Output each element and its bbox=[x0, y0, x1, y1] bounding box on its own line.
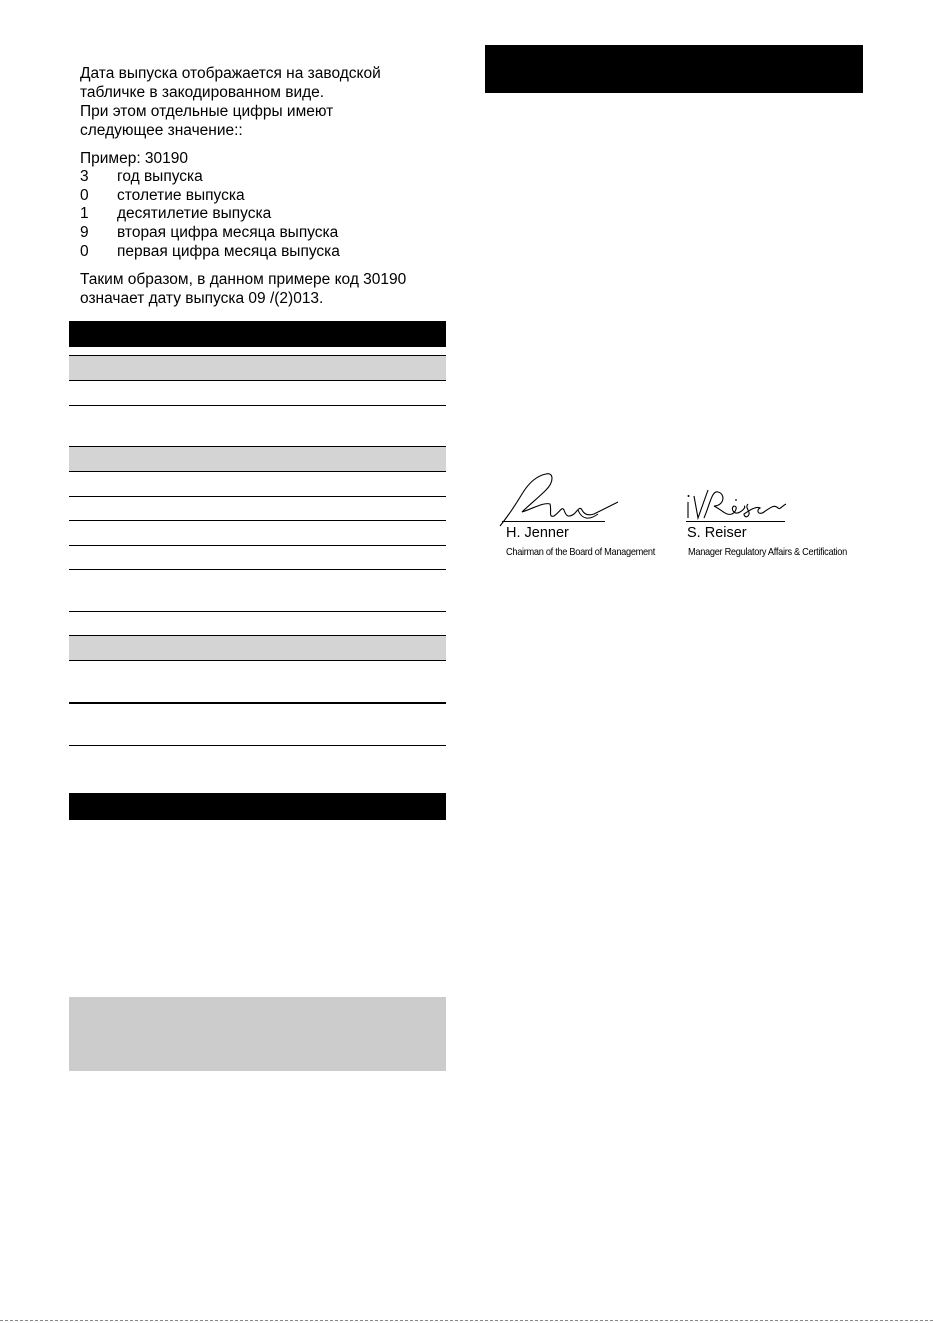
code-meaning: столетие выпуска bbox=[117, 187, 245, 204]
signature-graphic bbox=[682, 484, 792, 524]
signatory-title: Manager Regulatory Affairs & Certification bbox=[688, 546, 847, 558]
table-group-row bbox=[69, 636, 446, 660]
table-rule bbox=[69, 660, 446, 661]
table-group-row bbox=[69, 356, 446, 380]
note-box bbox=[69, 997, 446, 1071]
code-digit: 9 bbox=[80, 224, 89, 241]
signature-reiser bbox=[682, 484, 792, 524]
table-rule bbox=[69, 569, 446, 570]
code-digit: 3 bbox=[80, 168, 89, 185]
conclusion-paragraph bbox=[80, 270, 406, 308]
right-header-bar bbox=[485, 45, 863, 93]
table-rule bbox=[69, 520, 446, 521]
table-rule bbox=[69, 405, 446, 406]
table-rule bbox=[69, 496, 446, 497]
section-header-bar bbox=[69, 793, 446, 820]
table-rule bbox=[69, 545, 446, 546]
signature-graphic bbox=[494, 468, 624, 528]
table-rule bbox=[69, 745, 446, 746]
page-bottom-edge bbox=[0, 1320, 933, 1321]
conclusion-line: означает дату выпуска 09 /(2)013. bbox=[80, 290, 324, 307]
signatory-name: H. Jenner bbox=[506, 525, 569, 541]
intro-line: следующее значение:: bbox=[80, 122, 243, 139]
table-rule bbox=[69, 702, 446, 704]
table-header-bar bbox=[69, 321, 446, 347]
table-rule bbox=[69, 471, 446, 472]
table-group-row bbox=[69, 447, 446, 471]
intro-paragraph bbox=[80, 64, 381, 140]
table-rule bbox=[69, 380, 446, 381]
code-meaning: первая цифра месяца выпуска bbox=[117, 243, 340, 260]
intro-line: табличке в закодированном виде. bbox=[80, 84, 325, 101]
signatory-title: Chairman of the Board of Management bbox=[506, 546, 655, 558]
signatory-name: S. Reiser bbox=[687, 525, 747, 541]
code-digit: 1 bbox=[80, 205, 89, 222]
signature-line bbox=[502, 521, 605, 522]
signature-line bbox=[686, 521, 785, 522]
conclusion-line: Таким образом, в данном примере код 30190 bbox=[80, 271, 407, 288]
code-digit: 0 bbox=[80, 187, 89, 204]
code-meaning: десятилетие выпуска bbox=[117, 205, 272, 222]
example-heading: Пример: 30190 bbox=[80, 150, 189, 167]
code-digit: 0 bbox=[80, 243, 89, 260]
signature-jenner bbox=[494, 468, 624, 528]
code-meaning: вторая цифра месяца выпуска bbox=[117, 224, 339, 241]
code-meaning: год выпуска bbox=[117, 168, 203, 185]
intro-line: При этом отдельные цифры имеют bbox=[80, 103, 334, 120]
table-rule bbox=[69, 611, 446, 612]
intro-line: Дата выпуска отображается на заводской bbox=[80, 65, 381, 82]
